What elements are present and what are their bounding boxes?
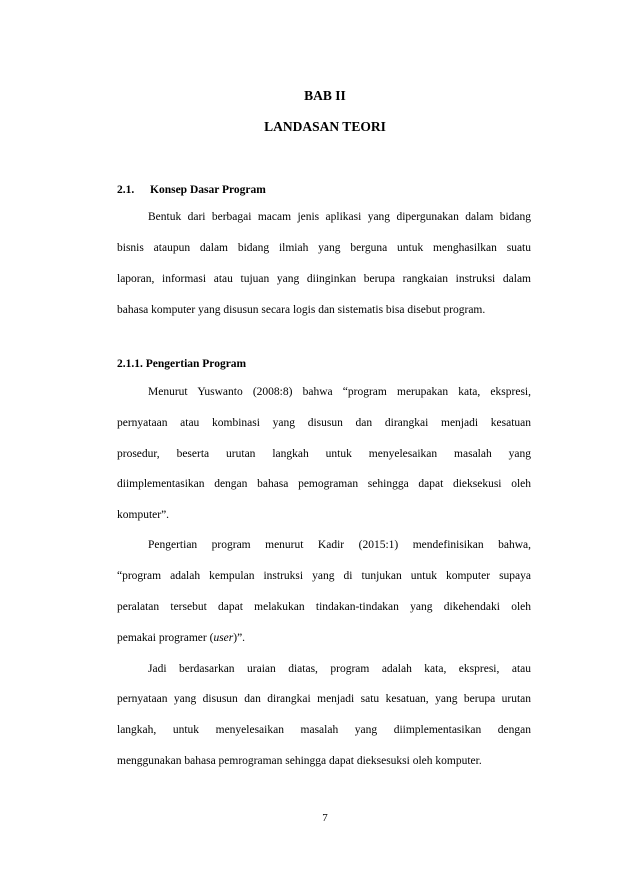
chapter-title: LANDASAN TEORI <box>264 119 386 134</box>
line-text: )”. <box>233 632 246 644</box>
paragraph-line: pernyataan atau kombinasi yang disusun dan dirangkai menjadi kesatuan <box>117 417 531 429</box>
paragraph-line: menggunakan bahasa pemrograman sehingga dapat dieksesuksi oleh komputer. <box>117 755 482 767</box>
section-heading-2-1 <box>117 184 266 196</box>
italic-term: user <box>213 632 234 644</box>
paragraph-line: Pengertian program menurut Kadir (2015:1) mendefinisikan bahwa, <box>148 539 531 551</box>
paragraph-line: diimplementasikan dengan bahasa pemograman sehingga dapat dieksekusi oleh <box>117 478 531 490</box>
paragraph-line: bisnis ataupun dalam bidang ilmiah yang berguna untuk menghasilkan suatu <box>117 242 531 254</box>
paragraph-line <box>117 631 531 645</box>
paragraph-line: laporan, informasi atau tujuan yang diinginkan berupa rangkaian instruksi dalam <box>117 273 531 285</box>
paragraph-line: Menurut Yuswanto (2008:8) bahwa “program merupakan kata, ekspresi, <box>148 386 531 398</box>
paragraph-line: Bentuk dari berbagai macam jenis aplikasi yang dipergunakan dalam bidang <box>148 211 531 223</box>
paragraph-line: peralatan tersebut dapat melakukan tindakan-tindakan yang dikehendaki oleh <box>117 601 531 613</box>
page-number: 7 <box>322 812 328 824</box>
paragraph-line: Jadi berdasarkan uraian diatas, program adalah kata, ekspresi, atau <box>148 663 531 675</box>
subsection-heading-2-1-1: 2.1.1. Pengertian Program <box>117 358 247 370</box>
section-number: 2.1. <box>117 184 135 196</box>
paragraph-line: bahasa komputer yang disusun secara logis dan sistematis bisa disebut program. <box>117 304 486 316</box>
paragraph-line: prosedur, beserta urutan langkah untuk menyelesaikan masalah yang <box>117 448 531 460</box>
chapter-label: BAB II <box>304 88 346 103</box>
line-text: pemakai programer ( <box>117 632 214 644</box>
paragraph-line: pernyataan yang disusun dan dirangkai menjadi satu kesatuan, yang berupa urutan <box>117 693 531 705</box>
paragraph-line: komputer”. <box>117 509 170 521</box>
paragraph-line: “program adalah kempulan instruksi yang di tunjukan untuk komputer supaya <box>117 570 531 582</box>
paragraph-line: langkah, untuk menyelesaikan masalah yang diimplementasikan dengan <box>117 724 531 736</box>
section-title: Konsep Dasar Program <box>150 184 266 196</box>
